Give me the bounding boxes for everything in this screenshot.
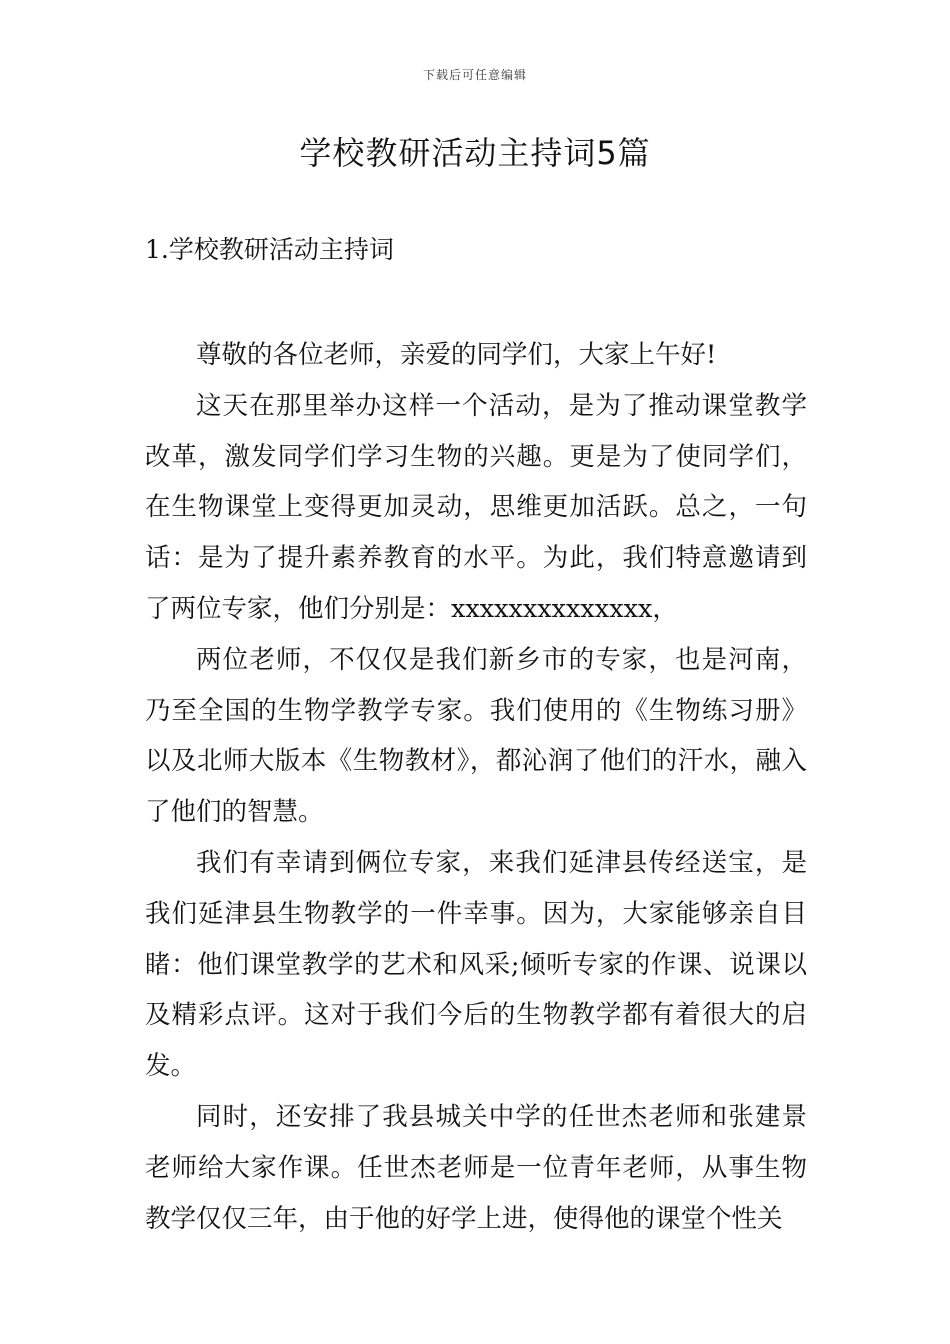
page-header-note: 下载后可任意编辑	[422, 68, 527, 82]
document-body	[145, 330, 807, 1244]
section-heading: 1.学校教研活动主持词	[145, 235, 394, 264]
paragraph-experts: 两位老师，不仅仅是我们新乡市的专家，也是河南，乃至全国的生物学教学专家。我们使用的《生物练习册》以及北师大版本《生物教材》，都沁润了他们的汗水，融入了他们的智慧。	[145, 644, 807, 828]
paragraph-significance: 我们有幸请到俩位专家，来我们延津县传经送宝，是我们延津县生物教学的一件幸事。因为，大家能够亲自目睹：他们课堂教学的艺术和风采;倾听专家的作课、说课以及精彩点评。这对于我们今后的生物教学都有着很大的启发。	[145, 847, 807, 1082]
paragraph-teachers: 同时，还安排了我县城关中学的任世杰老师和张建景老师给大家作课。任世杰老师是一位青年老师，从事生物教学仅仅三年，由于他的好学上进，使得他的课堂个性关	[145, 1101, 807, 1234]
paragraph-greeting: 尊敬的各位老师，亲爱的同学们，大家上午好!	[196, 340, 717, 370]
paragraph-purpose: 这天在那里举办这样一个活动，是为了推动课堂教学改革，激发同学们学习生物的兴趣。更是为了使同学们，在生物课堂上变得更加灵动，思维更加活跃。总之，一句话：是为了提升素养教育的水平。为此，我们特意邀请到了两位专家，他们分别是：xxxxxxxxxxxxxx，	[145, 390, 807, 624]
document-title: 学校教研活动主持词5篇	[299, 134, 651, 172]
